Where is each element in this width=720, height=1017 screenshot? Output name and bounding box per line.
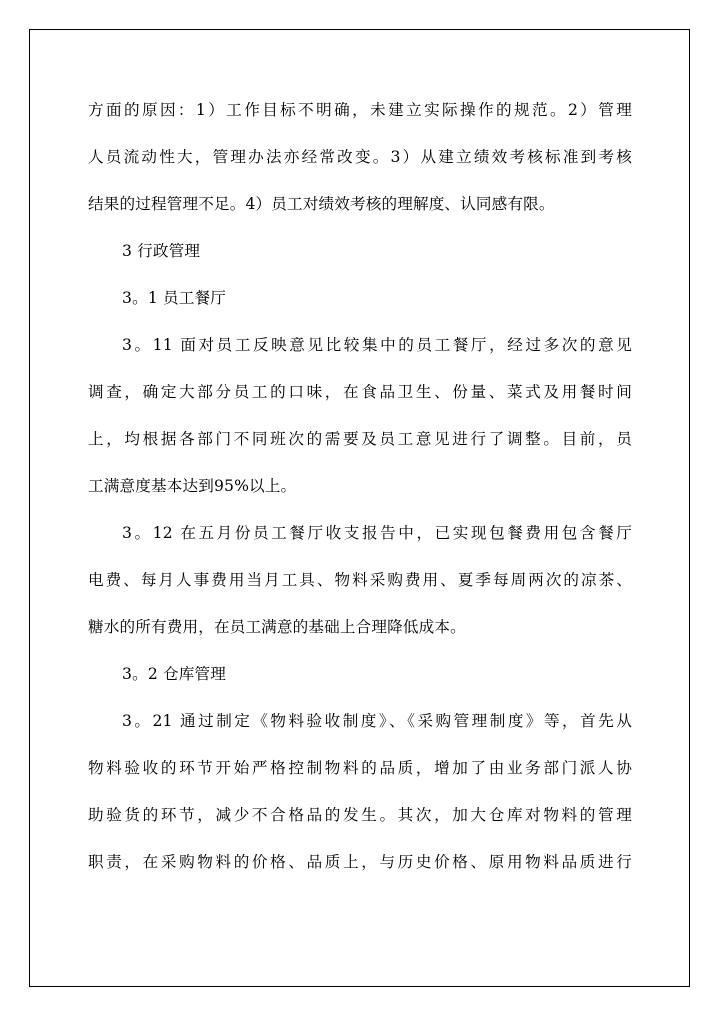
paragraph-line: 助验货的环节，减少不合格品的发生。其次，加大仓库对物料的管理 — [88, 806, 632, 824]
paragraph-line: 物料验收的环节开始严格控制物料的品质，增加了由业务部门派人协 — [88, 759, 632, 777]
paragraph-line: 糖水的所有费用，在员工满意的基础上合理降低成本。 — [88, 618, 466, 636]
paragraph-line: 工满意度基本达到95%以上。 — [88, 477, 297, 495]
paragraph-line: 3。12 在五月份员工餐厅收支报告中，已实现包餐费用包含餐厅 — [122, 524, 632, 542]
paragraph-line: 3。21 通过制定《物料验收制度》、《采购管理制度》等，首先从 — [122, 712, 632, 730]
subsection-heading: 3。2 仓库管理 — [122, 665, 226, 683]
subsection-heading: 3。1 员工餐厅 — [122, 289, 226, 307]
document-body — [88, 96, 632, 895]
paragraph-line: 方面的原因：1）工作目标不明确，未建立实际操作的规范。2）管理 — [88, 101, 632, 119]
paragraph-line: 3。11 面对员工反映意见比较集中的员工餐厅，经过多次的意见 — [122, 336, 632, 354]
paragraph-line: 人员流动性大，管理办法亦经常改变。3）从建立绩效考核标准到考核 — [88, 148, 632, 166]
paragraph-line: 职责，在采购物料的价格、品质上，与历史价格、原用物料品质进行 — [88, 853, 632, 871]
paragraph-line: 电费、每月人事费用当月工具、物料采购费用、夏季每周两次的凉茶、 — [88, 571, 632, 589]
paragraph-line: 调查，确定大部分员工的口味，在食品卫生、份量、菜式及用餐时间 — [88, 383, 632, 401]
paragraph-line: 结果的过程管理不足。4）员工对绩效考核的理解度、认同感有限。 — [88, 195, 555, 213]
section-heading: 3 行政管理 — [122, 242, 201, 260]
paragraph-line: 上，均根据各部门不同班次的需要及员工意见进行了调整。目前，员 — [88, 430, 632, 448]
